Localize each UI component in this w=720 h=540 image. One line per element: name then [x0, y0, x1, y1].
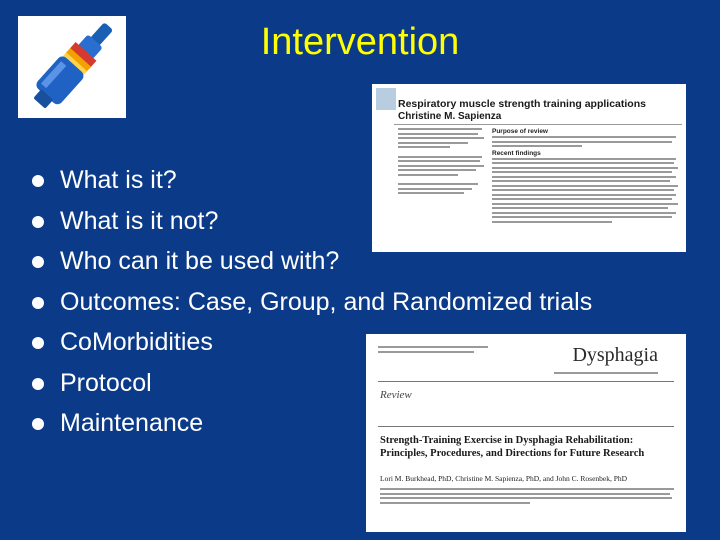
article-title: Respiratory muscle strength training applications [398, 98, 646, 110]
slide-title: Intervention [260, 21, 460, 63]
bullet-text: Outcomes: Case, Group, and Randomized trials [60, 287, 593, 316]
affiliation-block [398, 128, 486, 197]
bullet-text: What is it? [60, 166, 177, 194]
divider [378, 381, 674, 382]
bullet-dot-icon [32, 216, 44, 228]
section-heading: Recent findings [492, 149, 541, 157]
divider [378, 426, 674, 427]
affiliation-block [380, 488, 676, 506]
bullet-dot-icon [32, 337, 44, 349]
article-thumbnail-respiratory [372, 84, 686, 252]
section-heading: Purpose of review [492, 128, 548, 135]
bullet-item [30, 282, 592, 323]
citation-block [378, 346, 498, 355]
article-section: Review [380, 389, 412, 401]
bullet-dot-icon [32, 175, 44, 187]
bullet-text: Who can it be used with? [60, 247, 340, 275]
article-authors: Lori M. Burkhead, PhD, Christine M. Sapienza, PhD, and John C. Rosenbek, PhD [380, 474, 628, 483]
bullet-text: Maintenance [60, 409, 204, 437]
bullet-dot-icon [32, 418, 44, 430]
bullet-text: What is it not? [60, 206, 219, 235]
bullet-text: CoMorbidities [60, 328, 213, 356]
publisher-line [554, 372, 664, 376]
bullet-dot-icon [32, 378, 44, 390]
journal-name: Dysphagia [572, 344, 658, 366]
bullet-text: Protocol [60, 368, 152, 397]
abstract-block [492, 128, 680, 225]
bullet-dot-icon [32, 297, 44, 309]
article-thumbnail-dysphagia [366, 334, 686, 532]
bullet-dot-icon [32, 256, 44, 268]
journal-logo-icon [376, 88, 396, 110]
divider [394, 124, 682, 125]
breathing-trainer-device-image [18, 16, 126, 118]
article-author: Christine M. Sapienza [398, 111, 502, 122]
article-title: Strength-Training Exercise in Dysphagia Rehabilitation: Principles, Procedures, and Directions for Future Research [380, 435, 645, 459]
